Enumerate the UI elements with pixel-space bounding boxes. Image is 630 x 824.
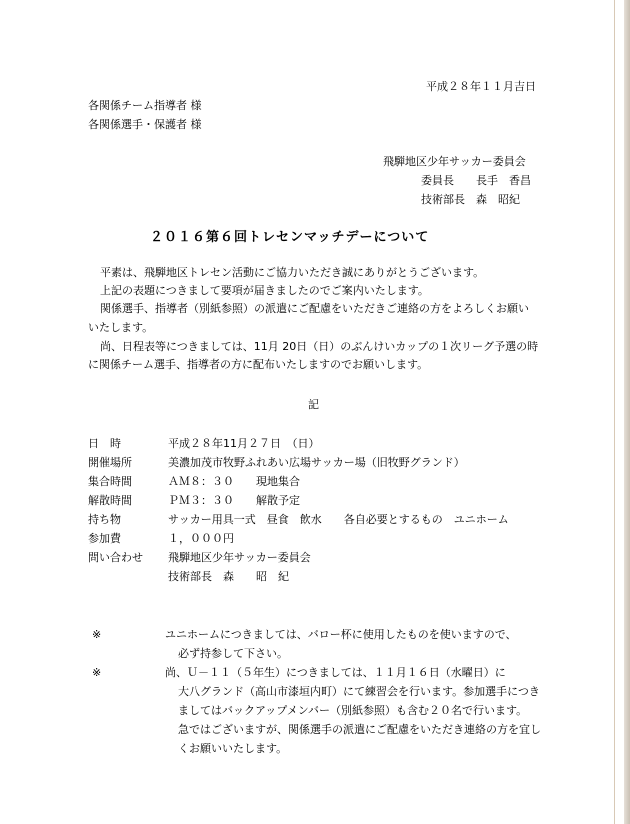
detail-value-datetime: 平成２８年11月２７日 （日）	[168, 437, 320, 450]
detail-label-fee: 参加費	[88, 532, 121, 545]
detail-label-dismissal-time: 解散時間	[88, 494, 132, 507]
detail-label-belongings: 持ち物	[88, 513, 121, 526]
detail-value-venue: 美濃加茂市牧野ふれあい広場サッカー場（旧牧野グランド）	[168, 456, 465, 469]
note-2-line-5: くお願いいたします。	[178, 742, 288, 755]
detail-value-fee: １，０００円	[168, 532, 234, 545]
note-2-line-3: ましてはバックアップメンバー（別紙参照）も含む２０名で行います。	[178, 704, 528, 717]
note-2-line-2: 大八グランド（高山市漆垣内町）にて練習会を行います。参加選手につき	[178, 685, 540, 698]
document-title: ２０１６第６回トレセンマッチデーについて	[150, 230, 430, 245]
note-2-line-4: 急ではございますが、関係選手の派遣にご配慮をいただき連絡の方を宜し	[178, 723, 541, 736]
note-2-line-1: 尚、Ｕ－１１（５年生）につきましては、１１月１６日（水曜日）に	[165, 666, 506, 679]
sender-tech: 技術部長 森 昭紀	[421, 193, 520, 206]
contact-person: 技術部長 森 昭 紀	[168, 570, 289, 583]
note-1-line-2: 必ず持参して下さい。	[178, 647, 288, 660]
body-line-2: 上記の表題につきまして要項が届きましたのでご案内いたします。	[100, 284, 429, 297]
detail-value-meeting-time: ＡＭ８：３０ 現地集合	[168, 475, 300, 488]
ki-heading: 記	[308, 398, 319, 411]
document-date: 平成２８年１１月吉日	[426, 80, 536, 93]
note-2-mark: ※	[92, 666, 102, 679]
detail-label-venue: 開催場所	[88, 456, 132, 469]
detail-label-datetime: 日 時	[88, 437, 121, 450]
addressee-1: 各関係チーム指導者 様	[88, 99, 202, 112]
sender-org: 飛騨地区少年サッカー委員会	[383, 155, 526, 168]
detail-value-belongings: サッカー用具一式 昼食 飲水 各自必要とするもの ユニホーム	[168, 513, 509, 526]
body-line-6: に関係チーム選手、指導者の方に配布いたしますのでお願いします。	[88, 358, 429, 371]
body-line-3: 関係選手、指導者（別紙参照）の派遣にご配慮をいただきご連絡の方をよろしくお願い	[100, 302, 529, 315]
note-1-line-1: ユニホームにつきましては、バロー杯に使用したものを使いますので、	[165, 628, 517, 641]
detail-value-dismissal-time: ＰＭ３：３０ 解散予定	[168, 494, 300, 507]
body-line-1: 平素は、飛騨地区トレセン活動にご協力いただき誠にありがとうございます。	[100, 266, 485, 279]
note-1-mark: ※	[92, 628, 102, 641]
body-line-4: いたします。	[88, 321, 154, 334]
detail-value-contact: 飛騨地区少年サッカー委員会	[168, 551, 311, 564]
body-line-5: 尚、日程表等につきましては、11月 20日（日）のぶんけいカップの１次リーグ予選の時	[100, 340, 539, 353]
detail-label-meeting-time: 集合時間	[88, 475, 132, 488]
detail-label-contact: 問い合わせ	[88, 551, 143, 564]
page-edge-line	[614, 0, 615, 824]
sender-chair: 委員長 長手 香昌	[421, 174, 531, 187]
addressee-2: 各関係選手・保護者 様	[88, 118, 202, 131]
page-edge-shadow	[624, 0, 630, 824]
